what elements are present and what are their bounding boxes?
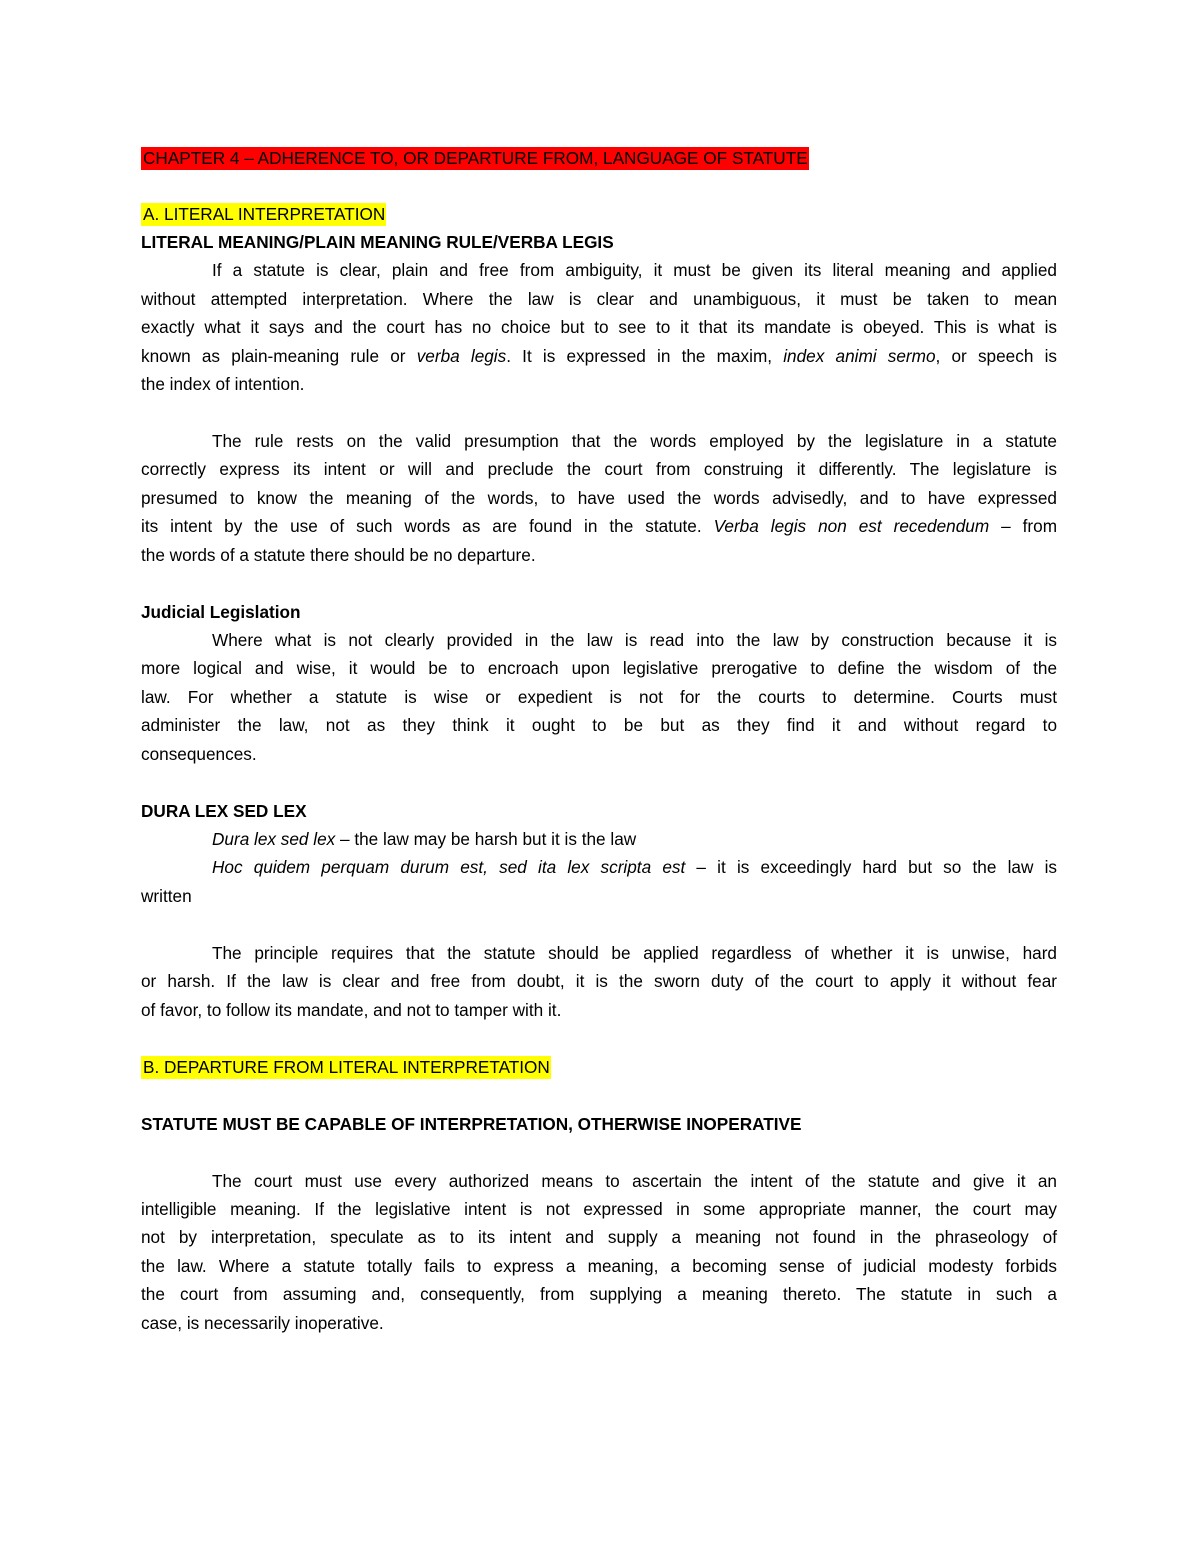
paragraph-line xyxy=(141,345,1057,367)
paragraph-line: of favor, to follow its mandate, and not to tamper with it. xyxy=(141,1000,562,1020)
paragraph-line: not by interpretation, speculate as to its intent and supply a meaning not found in the phraseology of xyxy=(141,1227,1057,1247)
literal-meaning-subheading: LITERAL MEANING/PLAIN MEANING RULE/VERBA LEGIS xyxy=(141,232,614,252)
text-run: . It is expressed in the maxim, xyxy=(506,346,784,366)
chapter-title-highlight: CHAPTER 4 – ADHERENCE TO, OR DEPARTURE FROM, LANGUAGE OF STATUTE xyxy=(143,148,808,168)
italic-term: Hoc quidem perquam durum est, sed ita lex scripta est xyxy=(212,857,686,877)
dura-lex-heading: DURA LEX SED LEX xyxy=(141,801,307,821)
text-run: – it is exceedingly hard but so the law is xyxy=(685,857,1057,877)
italic-term: verba legis xyxy=(416,346,507,366)
text-run: , or speech is xyxy=(935,346,1057,366)
paragraph-line: or harsh. If the law is clear and free from doubt, it is the sworn duty of the court to apply it without fear xyxy=(141,971,1057,991)
paragraph-line: Where what is not clearly provided in the law is read into the law by construction because it is xyxy=(212,630,1057,650)
paragraph-line: presumed to know the meaning of the words, to have used the words advisedly, and to have expressed xyxy=(141,488,1057,508)
section-a-heading-highlight: A. LITERAL INTERPRETATION xyxy=(143,204,386,224)
paragraph-line: the index of intention. xyxy=(141,374,305,394)
italic-term: Verba legis non est recedendum xyxy=(713,516,990,536)
paragraph-line: The court must use every authorized means to ascertain the intent of the statute and give it an xyxy=(212,1171,1057,1191)
paragraph-line: If a statute is clear, plain and free from ambiguity, it must be given its literal meaning and applied xyxy=(212,260,1057,280)
judicial-legislation-heading: Judicial Legislation xyxy=(141,602,301,622)
paragraph-line: The principle requires that the statute should be applied regardless of whether it is unwise, hard xyxy=(212,943,1057,963)
inoperative-subheading: STATUTE MUST BE CAPABLE OF INTERPRETATION, OTHERWISE INOPERATIVE xyxy=(141,1114,802,1134)
text-run: its intent by the use of such words as are found in the statute. xyxy=(141,516,714,536)
maxim-line xyxy=(212,828,636,850)
italic-term: index animi sermo xyxy=(783,346,936,366)
paragraph-line: exactly what it says and the court has no choice but to see to it that its mandate is obeyed. This is what is xyxy=(141,317,1057,337)
paragraph-line: the law. Where a statute totally fails to express a meaning, a becoming sense of judicial modesty forbids xyxy=(141,1256,1057,1276)
paragraph-line: intelligible meaning. If the legislative intent is not expressed in some appropriate manner, the court may xyxy=(141,1199,1057,1219)
italic-term: Dura lex sed lex xyxy=(212,829,336,849)
paragraph-line: without attempted interpretation. Where the law is clear and unambiguous, it must be taken to mean xyxy=(141,289,1057,309)
paragraph-line xyxy=(141,515,1057,537)
paragraph-line: more logical and wise, it would be to encroach upon legislative prerogative to define the wisdom of the xyxy=(141,658,1057,678)
section-b-heading-highlight: B. DEPARTURE FROM LITERAL INTERPRETATION xyxy=(143,1057,550,1077)
text-run: known as plain-meaning rule or xyxy=(141,346,417,366)
paragraph-line: law. For whether a statute is wise or expedient is not for the courts to determine. Courts must xyxy=(141,687,1057,707)
paragraph-line: written xyxy=(141,886,192,906)
maxim-line xyxy=(212,856,1057,878)
paragraph-line: the court from assuming and, consequently, from supplying a meaning thereto. The statute in such a xyxy=(141,1284,1057,1304)
paragraph-line: correctly express its intent or will and preclude the court from construing it differently. The legislature is xyxy=(141,459,1057,479)
paragraph-line: the words of a statute there should be no departure. xyxy=(141,545,536,565)
section-b-heading xyxy=(141,1056,551,1078)
paragraph-line: consequences. xyxy=(141,744,257,764)
text-run: – the law may be harsh but it is the law xyxy=(335,829,637,849)
paragraph-line: case, is necessarily inoperative. xyxy=(141,1313,384,1333)
chapter-title xyxy=(141,147,809,169)
section-a-heading xyxy=(141,203,386,225)
text-run: – from xyxy=(989,516,1058,536)
paragraph-line: The rule rests on the valid presumption that the words employed by the legislature in a statute xyxy=(212,431,1057,451)
paragraph-line: administer the law, not as they think it ought to be but as they find it and without regard to xyxy=(141,715,1057,735)
